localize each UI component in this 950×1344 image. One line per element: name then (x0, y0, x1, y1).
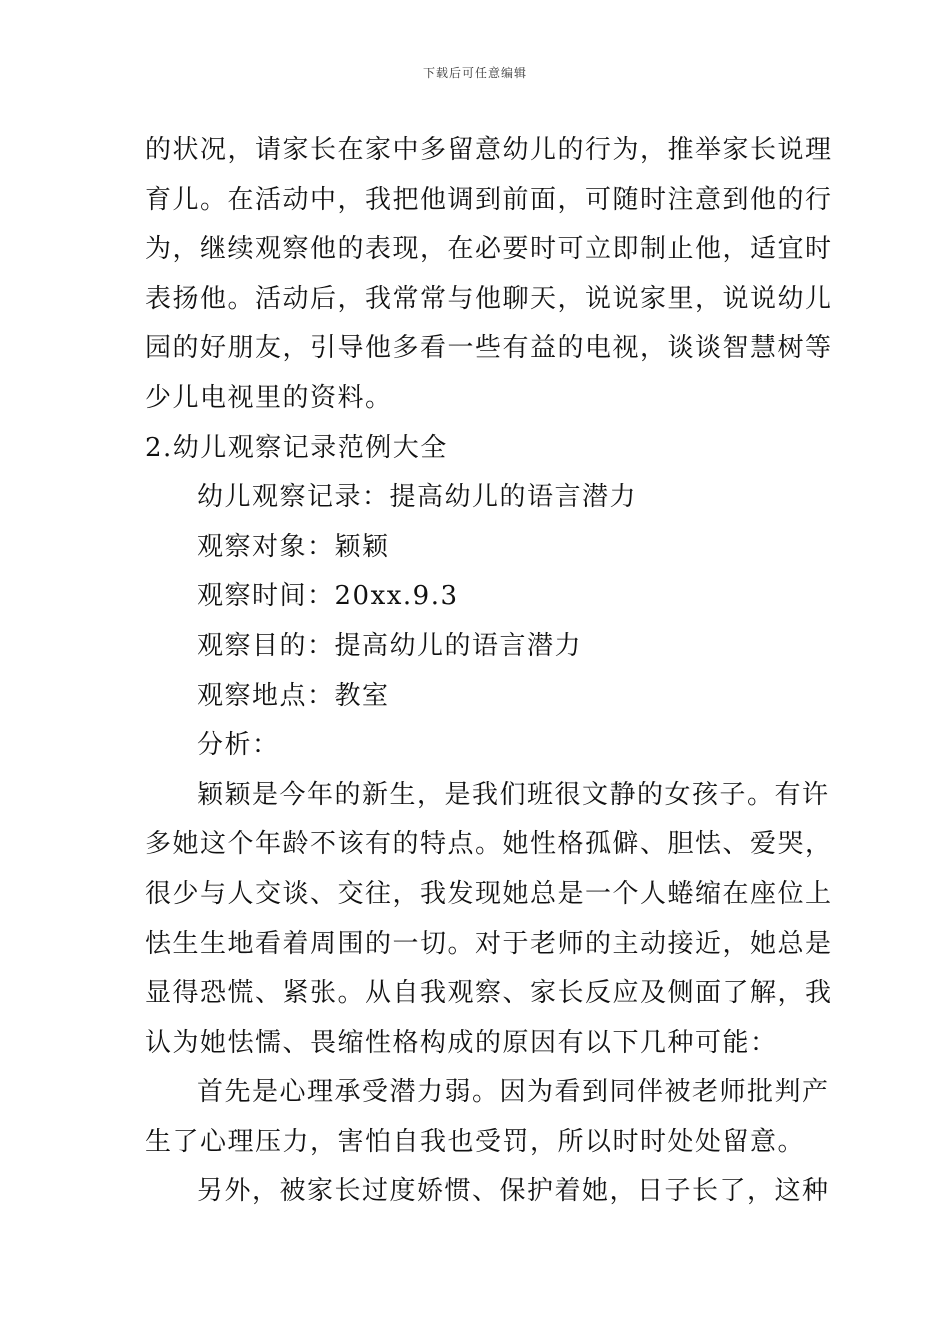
record-title: 幼儿观察记录：提高幼儿的语言潜力 (197, 482, 638, 513)
text-line: 显得恐慌、紧张。从自我观察、家长反应及侧面了解，我 (145, 978, 833, 1009)
record-field-purpose: 观察目的：提高幼儿的语言潜力 (197, 630, 583, 661)
text-line: 多她这个年龄不该有的特点。她性格孤僻、胆怯、爱哭， (145, 829, 833, 860)
text-line: 表扬他。活动后，我常常与他聊天，说说家里，说说幼儿 (145, 283, 833, 314)
text-line: 认为她怯懦、畏缩性格构成的原因有以下几种可能： (145, 1027, 778, 1058)
text-line: 生了心理压力，害怕自我也受罚，所以时时处处留意。 (145, 1126, 806, 1157)
record-field-time: 观察时间：20xx.9.3 (197, 581, 459, 612)
record-field-location: 观察地点：教室 (197, 680, 390, 711)
text-line: 怯生生地看着周围的一切。对于老师的主动接近，她总是 (145, 928, 833, 959)
section-heading: 2.幼儿观察记录范例大全 (145, 432, 448, 463)
record-field-subject: 观察对象：颖颖 (197, 531, 390, 562)
text-line: 少儿电视里的资料。 (145, 382, 393, 413)
text-line: 育儿。在活动中，我把他调到前面，可随时注意到他的行 (145, 184, 833, 215)
text-line: 颖颖是今年的新生，是我们班很文静的女孩子。有许 (197, 779, 830, 810)
text-line: 很少与人交谈、交往，我发现她总是一个人蜷缩在座位上 (145, 878, 833, 909)
page-header-note: 下载后可任意编辑 (422, 66, 527, 80)
text-line: 的状况，请家长在家中多留意幼儿的行为，推举家长说理 (145, 135, 833, 165)
text-line: 另外，被家长过度娇惯、保护着她，日子长了，这种 (197, 1176, 830, 1207)
text-line: 为，继续观察他的表现，在必要时可立即制止他，适宜时 (145, 234, 833, 265)
text-line: 首先是心理承受潜力弱。因为看到同伴被老师批判产 (197, 1077, 830, 1108)
document-body (145, 126, 833, 1217)
analysis-label: 分析： (197, 730, 280, 761)
text-line: 园的好朋友，引导他多看一些有益的电视，谈谈智慧树等 (145, 333, 833, 364)
